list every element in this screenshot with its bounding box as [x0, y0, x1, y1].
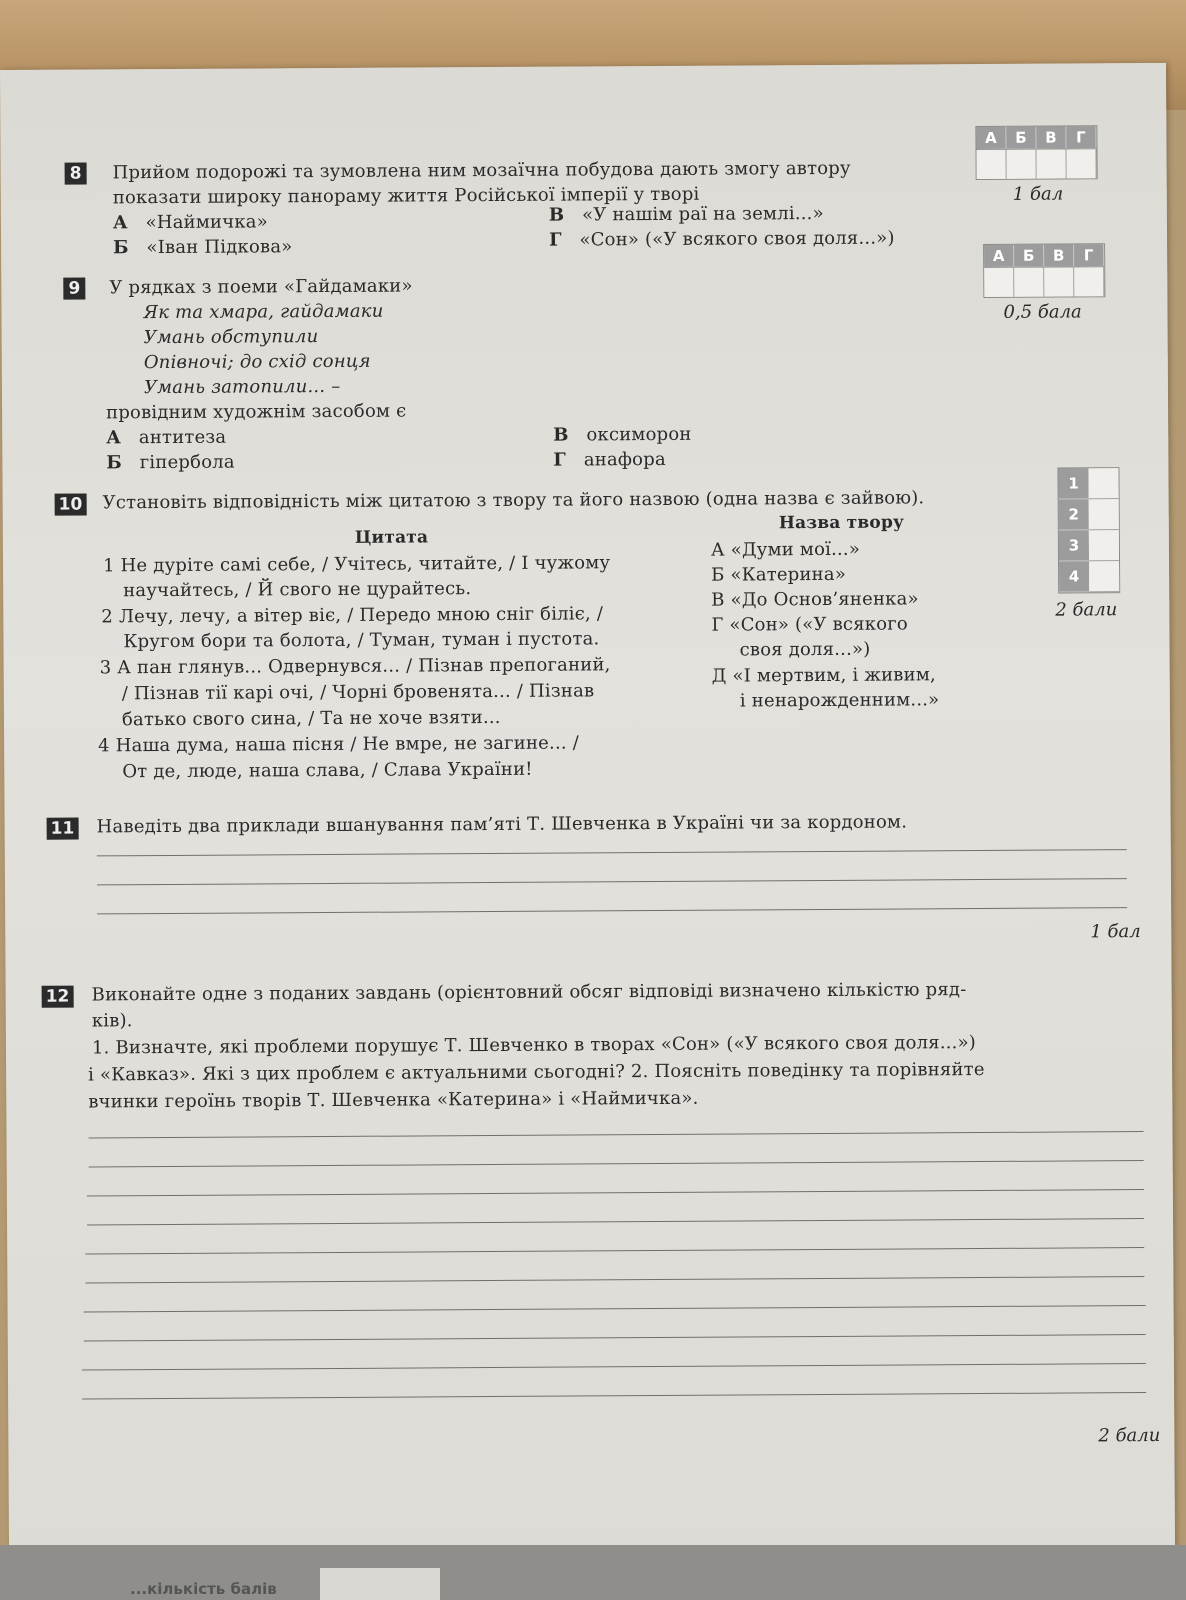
option-letter: В [548, 204, 565, 226]
box-header: Б [1014, 245, 1044, 267]
answer-line[interactable] [89, 1131, 1144, 1138]
question-9-option-a[interactable] [106, 425, 226, 451]
column-header-title: Назва твору [778, 512, 905, 534]
answer-line[interactable] [84, 1334, 1146, 1341]
question-9-verse-line: Умань затопили... – [143, 375, 341, 399]
box-header: Г [1066, 126, 1096, 148]
question-9-answer-box [983, 243, 1105, 298]
title-option-b: Б «Катерина» [711, 563, 847, 586]
question-9-option-b[interactable] [106, 450, 235, 476]
question-8-option-a[interactable] [113, 209, 268, 235]
answer-cell[interactable] [1044, 266, 1074, 296]
title-option-g: Г «Сон» («У всякого [711, 613, 908, 636]
question-10-number: 10 [55, 493, 87, 515]
answer-cell[interactable] [1074, 266, 1104, 296]
option-letter: А [106, 427, 122, 449]
question-9-option-v[interactable] [553, 422, 692, 448]
option-text: «У нашім раї на землі...» [582, 202, 824, 226]
answer-line[interactable] [82, 1392, 1146, 1399]
title-option-v: В «До Основ’яненка» [711, 588, 919, 611]
box-row-number: 2 [1059, 499, 1089, 530]
answer-cell[interactable] [1014, 267, 1044, 297]
quote-1-line: 1 Не дуріте самі себе, / Учітесь, читайте, / І чужому [102, 552, 611, 577]
answer-line[interactable] [97, 849, 1127, 856]
question-9-verse-line: Умань обступили [143, 326, 319, 349]
question-10-points: 2 бали [1055, 599, 1118, 621]
question-12-prompt-line: Виконайте одне з поданих завдань (орієнтовний обсяг відповіді визначено кількістю ряд- [91, 979, 967, 1006]
question-12-prompt-line: вчинки героїнь творів Т. Шевченка «Катерина» і «Наймичка». [88, 1087, 699, 1113]
answer-line[interactable] [85, 1247, 1144, 1254]
answer-line[interactable] [84, 1305, 1146, 1312]
question-8-option-g[interactable] [549, 226, 895, 253]
question-9-intro: У рядках з поеми «Гайдамаки» [109, 275, 413, 299]
quote-4-line: 4 Наша дума, наша пісня / Не вмре, не загине... / [98, 732, 580, 757]
question-10-prompt: Установіть відповідність між цитатою з твору та його назвою (одна назва є зайвою). [102, 487, 925, 514]
option-text: «Сон» («У всякого своя доля...») [579, 227, 895, 251]
option-letter: В [553, 424, 569, 446]
score-total-box[interactable] [320, 1568, 440, 1600]
question-8-points: 1 бал [1012, 183, 1064, 205]
option-letter: Б [106, 452, 123, 474]
option-letter: Г [553, 449, 567, 471]
box-row-number: 4 [1059, 561, 1089, 592]
answer-line[interactable] [89, 1160, 1144, 1167]
question-8-line-1: Прийом подорожі та зумовлена ним мозаїчна побудова дають змогу автору [112, 157, 851, 184]
question-9-number: 9 [63, 277, 85, 299]
option-text: «Наймичка» [145, 211, 268, 234]
title-option-d: Д «І мертвим, і живим, [711, 664, 936, 687]
box-header: А [984, 245, 1014, 267]
quote-2-line: Кругом бори та болота, / Туман, туман і пустота. [123, 628, 600, 653]
title-option-g: своя доля...») [739, 638, 871, 661]
column-header-quote: Цитата [354, 527, 429, 548]
box-header: Г [1074, 244, 1104, 266]
answer-cell[interactable] [1089, 561, 1119, 592]
question-9-verse-line: Опівночі; до схід сонця [143, 350, 371, 374]
answer-cell[interactable] [1089, 499, 1119, 530]
question-9-option-g[interactable] [553, 447, 666, 473]
box-row-number: 3 [1059, 530, 1089, 561]
question-8-answer-box [975, 125, 1097, 180]
title-option-d: і ненарожденним...» [739, 689, 940, 712]
option-text: оксиморон [586, 423, 692, 446]
box-header: А [976, 127, 1006, 149]
quote-2-line: 2 Лечу, лечу, а вітер віє, / Передо мною сніг біліє, / [101, 603, 604, 628]
question-12-points: 2 бали [1098, 1424, 1161, 1447]
question-12-prompt-line: 1. Визначте, які проблеми порушує Т. Шевченко в творах «Сон» («У всякого своя доля...») [91, 1032, 977, 1059]
option-text: анафора [583, 448, 666, 471]
answer-cell[interactable] [1088, 468, 1118, 499]
quote-3-line: / Пізнав тії карі очі, / Чорні бровенята... / Пізнав [121, 680, 595, 705]
question-8-option-b[interactable] [113, 234, 293, 260]
title-option-a: А «Думи мої...» [710, 538, 861, 561]
worksheet-page [0, 63, 1175, 1600]
quote-4-line: От де, люде, наша слава, / Слава України! [122, 758, 533, 783]
answer-cell[interactable] [1066, 148, 1096, 178]
question-8-line-2: показати широку панораму життя Російської імперії у творі [112, 183, 700, 209]
question-12-prompt-line: і «Кавказ». Які з цих проблем є актуальними сьогодні? 2. Поясніть поведінку та порівняйте [88, 1059, 985, 1086]
answer-cell[interactable] [977, 149, 1007, 179]
answer-cell[interactable] [1089, 530, 1119, 561]
answer-line[interactable] [87, 1218, 1144, 1225]
answer-line[interactable] [85, 1276, 1144, 1283]
question-9-tail: провідним художнім засобом є [106, 400, 407, 424]
answer-line[interactable] [82, 1363, 1146, 1370]
quote-3-line: 3 А пан глянув... Одвернувся... / Пізнав препоганий, [99, 654, 611, 679]
question-9-points: 0,5 бала [1003, 301, 1082, 323]
answer-line[interactable] [97, 907, 1127, 914]
option-letter: Г [548, 229, 562, 251]
box-row-number: 1 [1058, 468, 1088, 499]
question-8-option-v[interactable] [549, 201, 824, 228]
option-letter: А [112, 212, 128, 234]
option-text: гіпербола [139, 451, 235, 474]
answer-cell[interactable] [1007, 149, 1037, 179]
option-letter: Б [113, 237, 129, 259]
question-11-points: 1 бал [1090, 921, 1141, 943]
box-header: В [1036, 126, 1066, 148]
quote-3-line: батько свого сина, / Та не хоче взяти... [121, 706, 501, 731]
box-header: В [1044, 244, 1074, 266]
question-12-prompt-line: ків). [91, 1010, 133, 1032]
answer-line[interactable] [97, 878, 1127, 885]
score-total-label: ...кількість балів [130, 1580, 277, 1598]
box-header: Б [1006, 127, 1036, 149]
answer-cell[interactable] [1036, 148, 1066, 178]
quote-1-line: научайтесь, / Й свого не цурайтесь. [123, 578, 472, 602]
question-9-verse-line: Як та хмара, гайдамаки [143, 300, 384, 324]
question-11-prompt: Наведіть два приклади вшанування пам’яті Т. Шевченка в Україні чи за кордоном. [96, 811, 908, 838]
question-11-number: 11 [47, 818, 79, 840]
question-8-number: 8 [65, 162, 87, 184]
option-text: антитеза [138, 426, 227, 449]
option-text: «Іван Підкова» [146, 236, 293, 259]
question-10-answer-box [1057, 467, 1120, 593]
question-12-number: 12 [42, 986, 74, 1008]
answer-line[interactable] [87, 1189, 1144, 1196]
answer-cell[interactable] [984, 267, 1014, 297]
